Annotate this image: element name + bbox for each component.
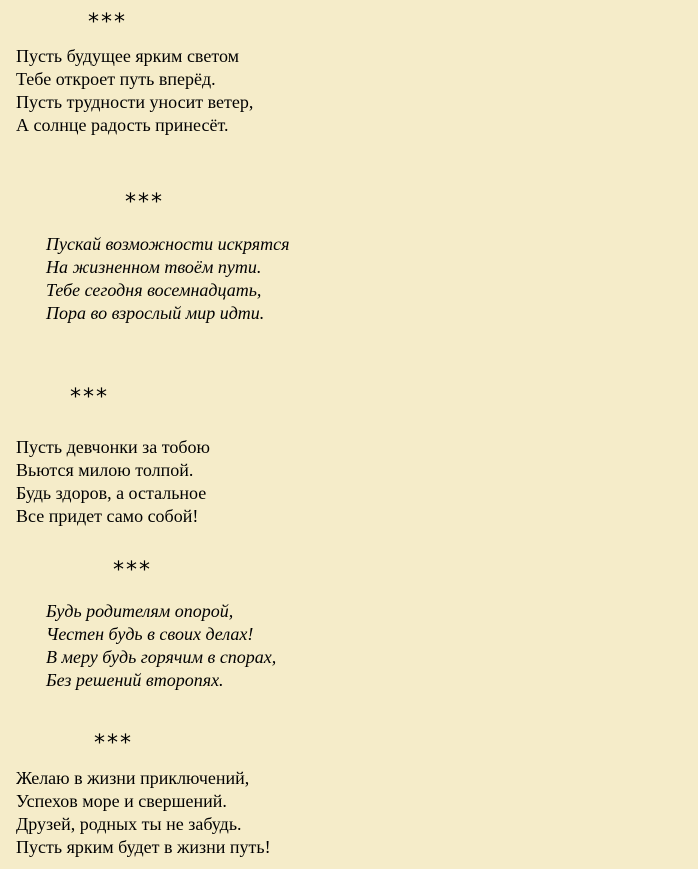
stanza-separator: *** (113, 558, 152, 583)
poem-line: В меру будь горячим в спорах, (46, 647, 277, 667)
poem-line: Друзей, родных ты не забудь. (16, 814, 242, 834)
stanza-separator: *** (88, 10, 127, 35)
stanza-separator: *** (125, 190, 164, 215)
poem-line: Пусть трудности уносит ветер, (16, 92, 254, 112)
poem-line: Честен будь в своих делах! (46, 624, 254, 644)
poem-line: Будь родителям опорой, (46, 601, 234, 621)
poem-line: Пусть девчонки за тобою (16, 437, 210, 457)
stanza-separator: *** (70, 385, 109, 410)
poem-line: Успехов море и свершений. (16, 791, 227, 811)
stanza (16, 436, 210, 528)
stanza-separator: *** (94, 731, 133, 756)
poem-line: Тебе сегодня восемнадцать, (46, 280, 262, 300)
poem-line: А солнце радость принесёт. (16, 115, 229, 135)
poem-line: Пускай возможности искрятся (46, 234, 290, 254)
stanza (16, 767, 271, 859)
stanza (16, 45, 253, 137)
poem-line: Желаю в жизни приключений, (16, 768, 250, 788)
poem-line: Тебе откроет путь вперёд. (16, 69, 216, 89)
poem-line: Пора во взрослый мир идти. (46, 303, 265, 323)
poem-line: Пусть ярким будет в жизни путь! (16, 837, 271, 857)
poem-line: Пусть будущее ярким светом (16, 46, 239, 66)
poem-line: Без решений второпях. (46, 670, 224, 690)
stanza (46, 233, 289, 325)
poem-line: Будь здоров, а остальное (16, 483, 207, 503)
stanza (46, 600, 276, 692)
poem-line: Все придет само собой! (16, 506, 199, 526)
poem-line: Вьются милою толпой. (16, 460, 194, 480)
poem-line: На жизненном твоём пути. (46, 257, 262, 277)
